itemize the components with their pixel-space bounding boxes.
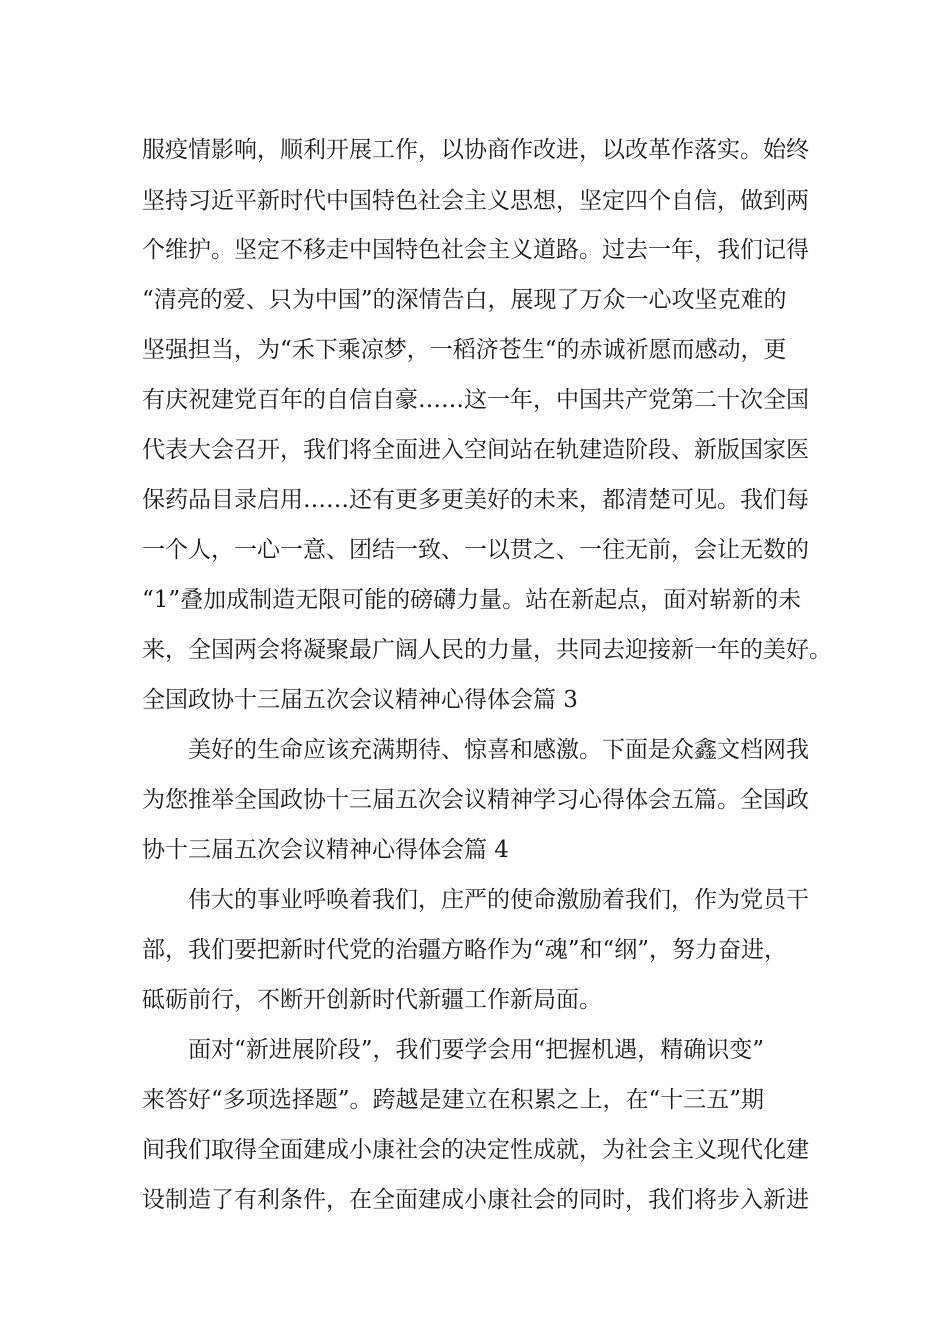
paragraph-start: 面对“新进展阶段”，我们要学会用“把握机遇，精确识变” <box>188 1037 765 1063</box>
text-line: 个维护。坚定不移走中国特色社会主义道路。过去一年，我们记得 <box>142 237 809 263</box>
text-line: 服疫情影响，顺利开展工作，以协商作改进，以改革作落实。始终 <box>142 137 809 163</box>
text-line: 为您推举全国政协十三届五次会议精神学习心得体会五篇。全国政 <box>142 787 809 813</box>
text-line: 来，全国两会将凝聚最广阔人民的力量，共同去迎接新一年的美好。 <box>142 637 832 663</box>
section-heading: 全国政协十三届五次会议精神心得体会篇 3 <box>142 687 578 713</box>
paragraph-start: 美好的生命应该充满期待、惊喜和感激。下面是众鑫文档网我 <box>188 737 809 763</box>
text-line: “1”叠加成制造无限可能的磅礴力量。站在新起点，面对崭新的未 <box>142 587 802 613</box>
text-line: 代表大会召开，我们将全面进入空间站在轨建造阶段、新版国家医 <box>142 437 809 463</box>
text-line: 砥砺前行，不断开创新时代新疆工作新局面。 <box>142 987 602 1013</box>
text-line: 设制造了有利条件，在全面建成小康社会的同时，我们将步入新进 <box>142 1187 809 1213</box>
text-line: 间我们取得全面建成小康社会的决定性成就，为社会主义现代化建 <box>142 1137 809 1163</box>
paragraph-start: 伟大的事业呼唤着我们，庄严的使命激励着我们，作为党员干 <box>188 887 809 913</box>
text-line: 保药品目录启用……还有更多更美好的未来，都清楚可见。我们每 <box>142 487 809 513</box>
text-line: 部，我们要把新时代党的治疆方略作为“魂”和“纲”，努力奋进， <box>142 937 788 963</box>
text-line: 坚强担当，为“禾下乘凉梦，一稻济苍生“的赤诚祈愿而感动，更 <box>142 337 787 363</box>
text-line: 来答好“多项选择题”。跨越是建立在积累之上，在“十三五”期 <box>142 1087 765 1113</box>
text-line: 有庆祝建党百年的自信自豪……这一年，中国共产党第二十次全国 <box>142 387 809 413</box>
text-line: 坚持习近平新时代中国特色社会主义思想，坚定四个自信，做到两 <box>142 188 809 214</box>
text-line: 协十三届五次会议精神心得体会篇 4 <box>142 837 509 863</box>
text-line: “清亮的爱、只为中国”的深情告白，展现了万众一心攻坚克难的 <box>142 287 787 313</box>
text-line: 一个人，一心一意、团结一致、一以贯之、一往无前，会让无数的 <box>142 537 809 563</box>
